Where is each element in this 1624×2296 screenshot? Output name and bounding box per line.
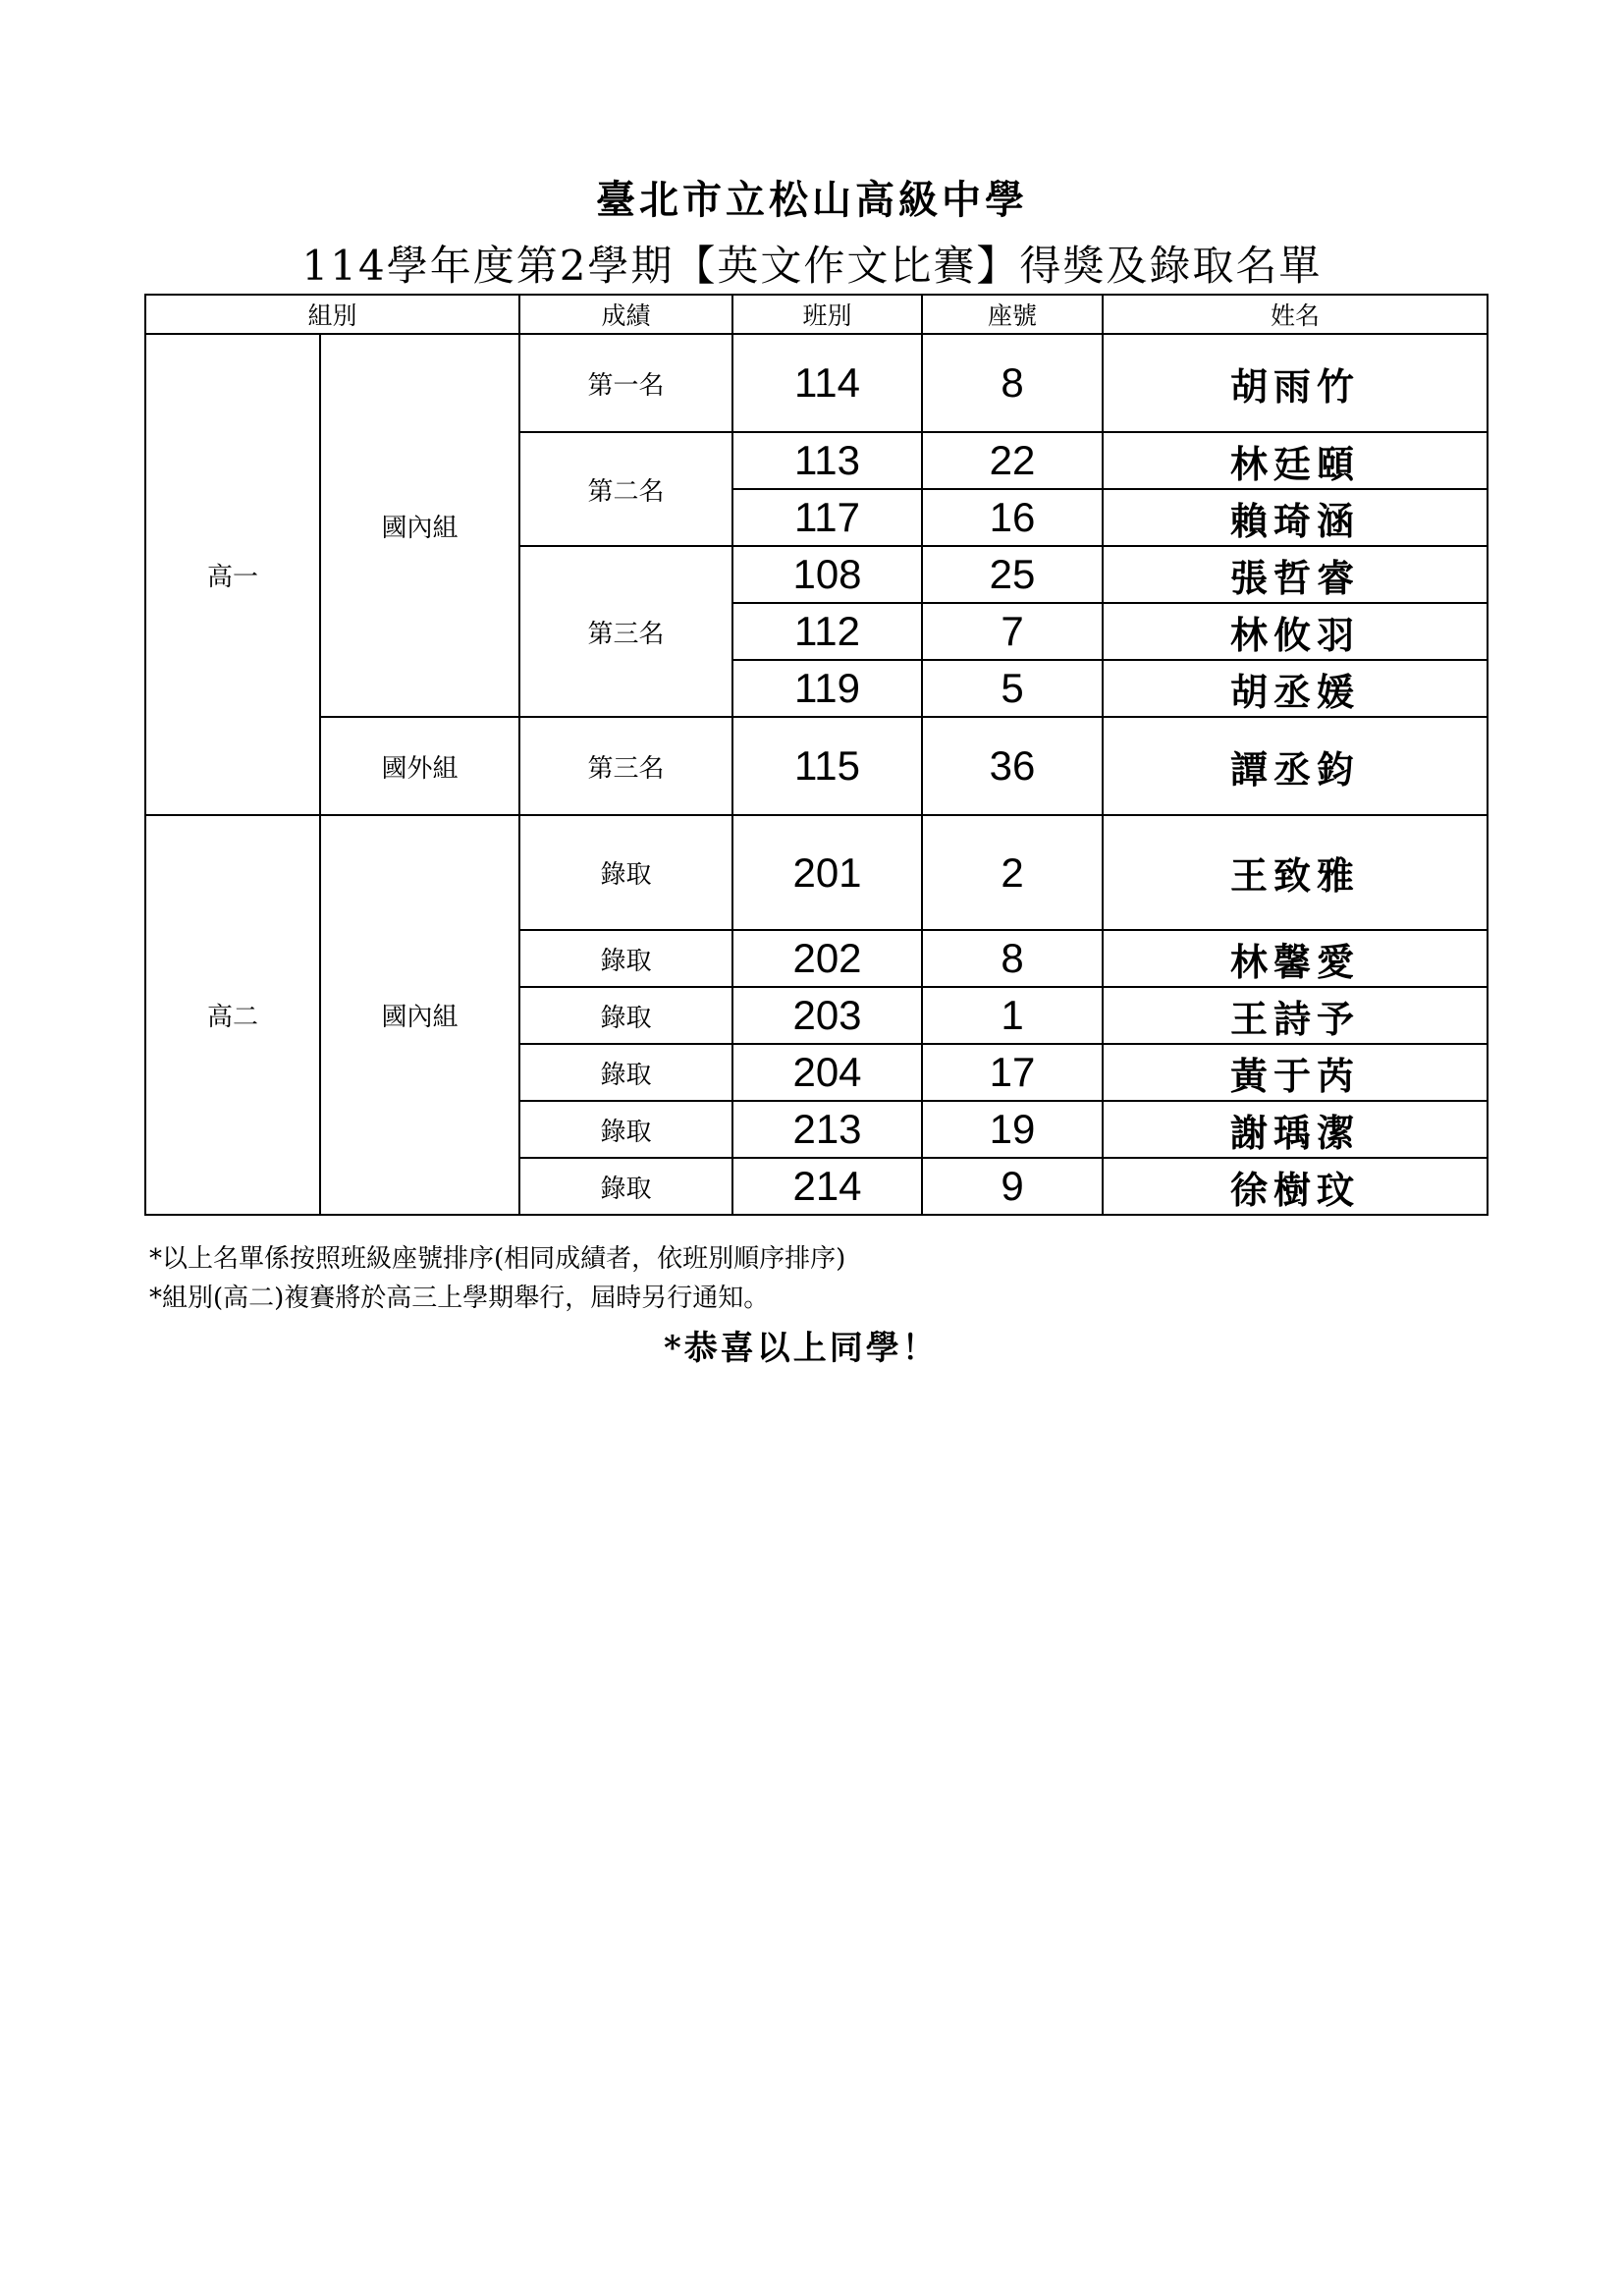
- group-cell: 國內組: [320, 815, 519, 1215]
- seat-cell: 9: [922, 1158, 1103, 1215]
- table-row: [145, 334, 1488, 432]
- seat-cell: 17: [922, 1044, 1103, 1101]
- rank-cell: 錄取: [519, 930, 732, 987]
- congratulations-text: *恭喜以上同學！: [664, 1329, 939, 1368]
- grade-cell: 高二: [145, 815, 320, 1215]
- rank-cell: 第一名: [519, 334, 732, 432]
- class-cell: 108: [732, 546, 922, 603]
- header-group: 組別: [145, 295, 519, 334]
- rank-cell: 錄取: [519, 987, 732, 1044]
- grade-cell: 高一: [145, 334, 320, 815]
- class-cell: 112: [732, 603, 922, 660]
- document-subtitle: 114學年度第2學期【英文作文比賽】得獎及錄取名單: [301, 242, 1323, 290]
- header-name: 姓名: [1103, 295, 1488, 334]
- notes: [149, 1239, 845, 1318]
- seat-cell: 8: [922, 334, 1103, 432]
- class-cell: 204: [732, 1044, 922, 1101]
- group-cell: 國外組: [320, 717, 519, 815]
- header-row: [145, 295, 1488, 334]
- awards-table: [144, 294, 1489, 1216]
- name-cell: 黃于芮: [1103, 1044, 1488, 1101]
- class-cell: 213: [732, 1101, 922, 1158]
- seat-cell: 19: [922, 1101, 1103, 1158]
- rank-cell: 錄取: [519, 1044, 732, 1101]
- name-cell: 王致雅: [1103, 815, 1488, 930]
- name-cell: 林攸羽: [1103, 603, 1488, 660]
- class-cell: 114: [732, 334, 922, 432]
- group-cell: 國內組: [320, 334, 519, 717]
- class-cell: 115: [732, 717, 922, 815]
- header-class: 班別: [732, 295, 922, 334]
- name-cell: 賴琦涵: [1103, 489, 1488, 546]
- table-row: [145, 815, 1488, 930]
- seat-cell: 16: [922, 489, 1103, 546]
- name-cell: 胡雨竹: [1103, 334, 1488, 432]
- header-seat: 座號: [922, 295, 1103, 334]
- seat-cell: 7: [922, 603, 1103, 660]
- seat-cell: 36: [922, 717, 1103, 815]
- note-line: *以上名單係按照班級座號排序(相同成績者，依班別順序排序): [149, 1244, 846, 1274]
- document-title: 臺北市立松山高級中學: [596, 177, 1028, 223]
- seat-cell: 8: [922, 930, 1103, 987]
- rank-cell: 第二名: [519, 432, 732, 546]
- class-cell: 214: [732, 1158, 922, 1215]
- rank-cell: 第三名: [519, 717, 732, 815]
- name-cell: 謝瑀潔: [1103, 1101, 1488, 1158]
- table-row: [145, 717, 1488, 815]
- class-cell: 201: [732, 815, 922, 930]
- name-cell: 林廷頤: [1103, 432, 1488, 489]
- name-cell: 徐樹玟: [1103, 1158, 1488, 1215]
- note-line: *組別(高二)複賽將於高三上學期舉行，屆時另行通知。: [149, 1284, 770, 1313]
- seat-cell: 22: [922, 432, 1103, 489]
- name-cell: 胡丞媛: [1103, 660, 1488, 717]
- class-cell: 203: [732, 987, 922, 1044]
- rank-cell: 錄取: [519, 1101, 732, 1158]
- name-cell: 王詩予: [1103, 987, 1488, 1044]
- rank-cell: 第三名: [519, 546, 732, 717]
- class-cell: 119: [732, 660, 922, 717]
- name-cell: 林馨愛: [1103, 930, 1488, 987]
- seat-cell: 2: [922, 815, 1103, 930]
- seat-cell: 25: [922, 546, 1103, 603]
- rank-cell: 錄取: [519, 815, 732, 930]
- header-result: 成績: [519, 295, 732, 334]
- class-cell: 113: [732, 432, 922, 489]
- seat-cell: 1: [922, 987, 1103, 1044]
- name-cell: 張哲睿: [1103, 546, 1488, 603]
- name-cell: 譚丞鈞: [1103, 717, 1488, 815]
- class-cell: 117: [732, 489, 922, 546]
- class-cell: 202: [732, 930, 922, 987]
- seat-cell: 5: [922, 660, 1103, 717]
- rank-cell: 錄取: [519, 1158, 732, 1215]
